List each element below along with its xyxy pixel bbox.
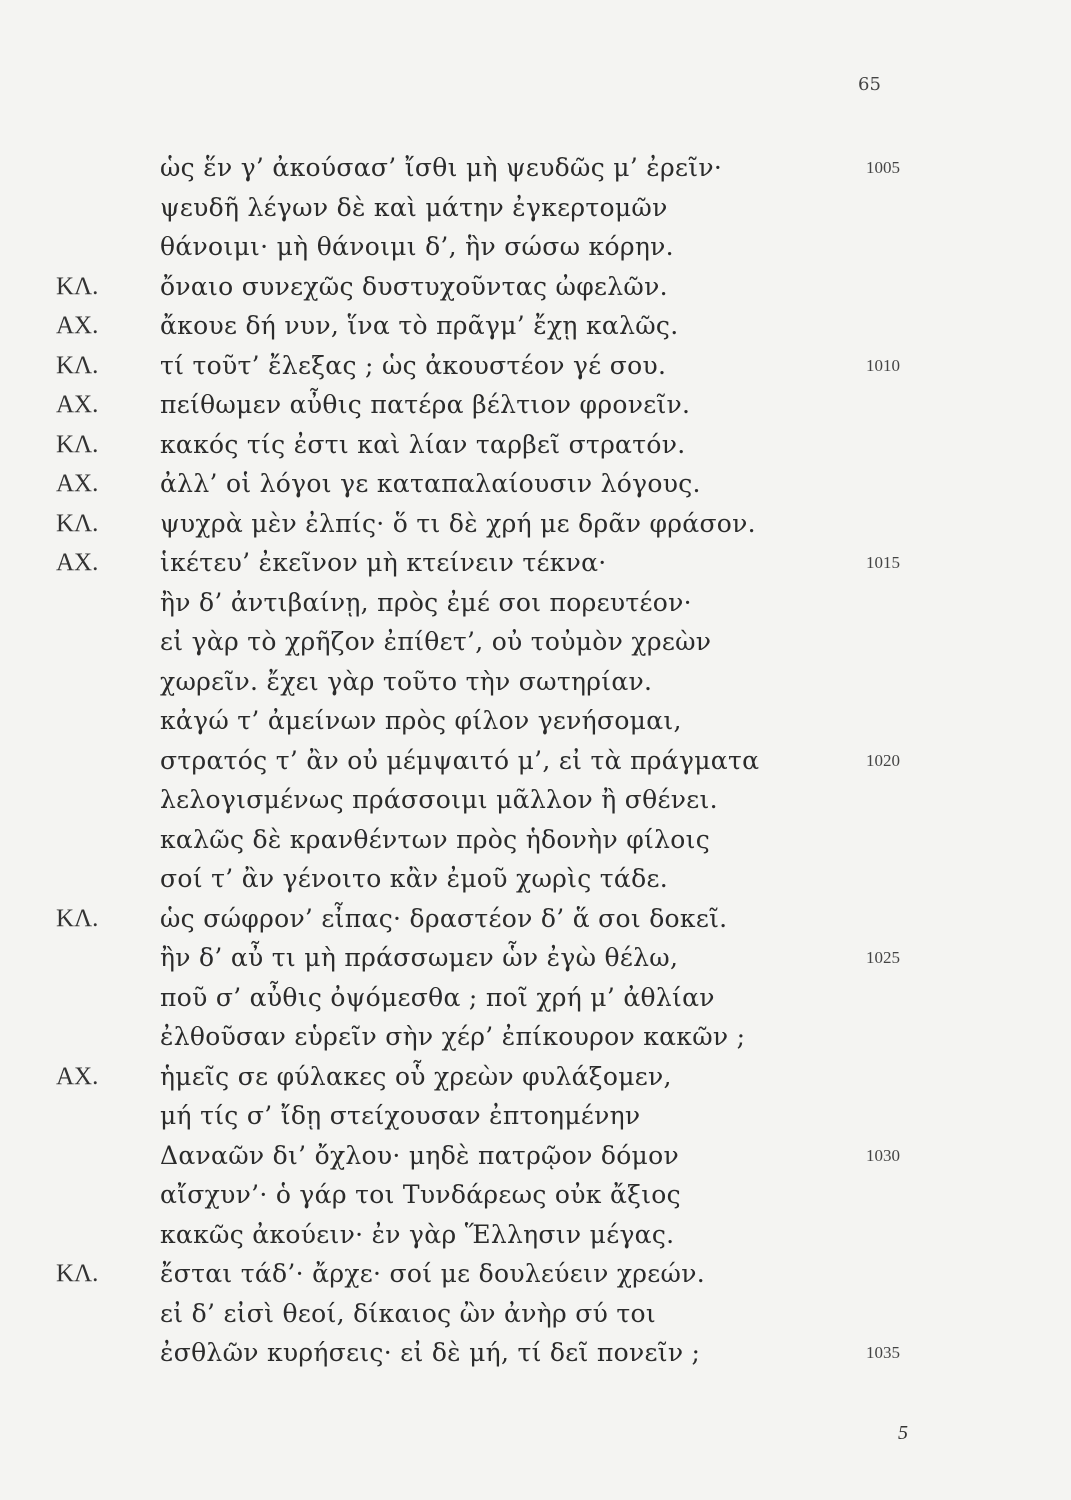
line-number: 1010 [866, 355, 900, 375]
verse-line [0, 188, 1071, 228]
verse-text: λελογισμένως πράσσοιμι μᾶλλον ἢ σθένει. [160, 785, 718, 814]
speaker-label: ΚΛ. [56, 430, 99, 458]
line-number: 1035 [866, 1343, 900, 1362]
verse-text: τί τοῦτ’ ἔλεξας ; ὡς ἀκουστέον γέ σου. [160, 350, 667, 380]
verse-text: στρατός τ’ ἂν οὐ μέμψαιτό μ’, εἰ τὰ πράγματα [160, 745, 760, 775]
speaker-label: ΑΧ. [56, 391, 99, 418]
verse-line [0, 504, 1071, 544]
speaker-label: ΚΛ. [56, 1260, 99, 1287]
verse-line [0, 1333, 1071, 1373]
verse-text: πείθωμεν αὖθις πατέρα βέλτιον φρονεῖν. [160, 390, 691, 419]
speaker-label: ΑΧ. [56, 312, 99, 339]
line-number: 1005 [866, 158, 900, 177]
verse-text: εἰ δ’ εἰσὶ θεοί, δίκαιος ὢν ἀνὴρ σύ τοι [160, 1298, 656, 1328]
verse-line [0, 1294, 1071, 1334]
verse-text: ποῦ σ’ αὖθις ὀψόμεσθα ; ποῖ χρή μ’ ἀθλίαν [160, 982, 715, 1012]
verse-line [0, 978, 1071, 1018]
verse-line [0, 1136, 1071, 1176]
verse-line [0, 267, 1071, 307]
verse-line [0, 780, 1071, 820]
verse-text: σοί τ’ ἂν γένοιτο κἂν ἐμοῦ χωρὶς τάδε. [160, 864, 668, 893]
verse-line [0, 543, 1071, 583]
speaker-label: ΑΧ. [56, 470, 99, 497]
verse-line [0, 425, 1071, 465]
verse-text: ὡς σώφρον’ εἶπας· δραστέον δ’ ἅ σοι δοκεῖ. [160, 903, 728, 933]
verse-text: χωρεῖν. ἔχει γὰρ τοῦτο τὴν σωτηρίαν. [160, 666, 653, 696]
verse-line [0, 306, 1071, 346]
verse-line [0, 820, 1071, 860]
verse-line [0, 1017, 1071, 1057]
verse-text: ἢν δ’ αὖ τι μὴ πράσσωμεν ὧν ἐγὼ θέλω, [160, 943, 679, 972]
verse-line [0, 583, 1071, 623]
page-number: 65 [858, 74, 881, 95]
line-number: 1030 [866, 1145, 900, 1165]
verse-text: θάνοιμι· μὴ θάνοιμι δ’, ἣν σώσω κόρην. [160, 232, 674, 261]
verse-line [0, 899, 1071, 939]
verse-text: Δαναῶν δι’ ὄχλου· μηδὲ πατρῷον δόμον [160, 1140, 679, 1170]
verse-text: ἡμεῖς σε φύλακες οὗ χρεὼν φυλάξομεν, [160, 1061, 672, 1091]
verse-text: αἴσχυν’· ὁ γάρ τοι Τυνδάρεως οὐκ ἄξιος [160, 1180, 681, 1209]
verse-line [0, 1254, 1071, 1294]
verse-text: ψευδῆ λέγων δὲ καὶ μάτην ἐγκερτομῶν [160, 192, 668, 222]
verse-line [0, 859, 1071, 899]
speaker-label: ΚΛ. [56, 272, 99, 300]
verse-line [0, 1175, 1071, 1215]
verse-text: καλῶς δὲ κρανθέντων πρὸς ἡδονὴν φίλοις [160, 824, 710, 854]
verse-text: κἀγώ τ’ ἀμείνων πρὸς φίλον γενήσομαι, [160, 706, 682, 735]
verse-text: ἢν δ’ ἀντιβαίνῃ, πρὸς ἐμέ σοι πορευτέον· [160, 587, 692, 617]
line-number: 1025 [866, 948, 900, 967]
verse-line [0, 662, 1071, 702]
verse-text: ἔσται τάδ’· ἄρχε· σοί με δουλεύειν χρεών. [160, 1259, 705, 1288]
verse-line [0, 1057, 1071, 1097]
verse-text: ἐλθοῦσαν εὑρεῖν σὴν χέρ’ ἐπίκουρον κακῶν ; [160, 1022, 746, 1051]
verse-line [0, 346, 1071, 386]
verse-text: εἰ γὰρ τὸ χρῆζον ἐπίθετ’, οὐ τοὐμὸν χρεὼν [160, 627, 712, 656]
verse-text: κακός τίς ἐστι καὶ λίαν ταρβεῖ στρατόν. [160, 429, 686, 459]
verse-text: ὄναιο συνεχῶς δυστυχοῦντας ὠφελῶν. [160, 271, 668, 301]
speaker-label: ΑΧ. [56, 1062, 99, 1090]
verse-line [0, 938, 1071, 978]
verse-line [0, 1215, 1071, 1255]
verse-line [0, 385, 1071, 425]
speaker-label: ΑΧ. [56, 549, 99, 576]
verse-line [0, 227, 1071, 267]
verse-line [0, 741, 1071, 781]
verse-line [0, 148, 1071, 188]
line-number: 1015 [866, 553, 900, 572]
signature-mark: 5 [898, 1422, 908, 1444]
verse-line [0, 464, 1071, 504]
verse-line [0, 701, 1071, 741]
verse-text: ἱκέτευ’ ἐκεῖνον μὴ κτείνειν τέκνα· [160, 548, 607, 577]
speaker-label: ΚΛ. [56, 904, 99, 932]
verse-text: κακῶς ἀκούειν· ἐν γὰρ Ἕλλησιν μέγας. [160, 1219, 675, 1249]
verse-text: ἐσθλῶν κυρήσεις· εἰ δὲ μή, τί δεῖ πονεῖν ; [160, 1338, 701, 1367]
line-number: 1020 [866, 750, 900, 770]
speaker-label: ΚΛ. [56, 351, 99, 379]
verse-line [0, 1096, 1071, 1136]
verse-line [0, 622, 1071, 662]
verse-text: ψυχρὰ μὲν ἐλπίς· ὅ τι δὲ χρή με δρᾶν φράσον. [160, 508, 756, 538]
verse-text: ὡς ἕν γ’ ἀκούσασ’ ἴσθι μὴ ψευδῶς μ’ ἐρεῖν· [160, 153, 723, 182]
verse-text: ἀλλ’ οἱ λόγοι γε καταπαλαίουσιν λόγους. [160, 469, 701, 498]
speaker-label: ΚΛ. [56, 509, 99, 537]
verse-text: ἄκουε δή νυν, ἵνα τὸ πρᾶγμ’ ἔχῃ καλῶς. [160, 311, 679, 340]
verse-lines [0, 148, 1071, 1373]
verse-text: μή τίς σ’ ἴδῃ στείχουσαν ἐπτοημένην [160, 1101, 641, 1130]
